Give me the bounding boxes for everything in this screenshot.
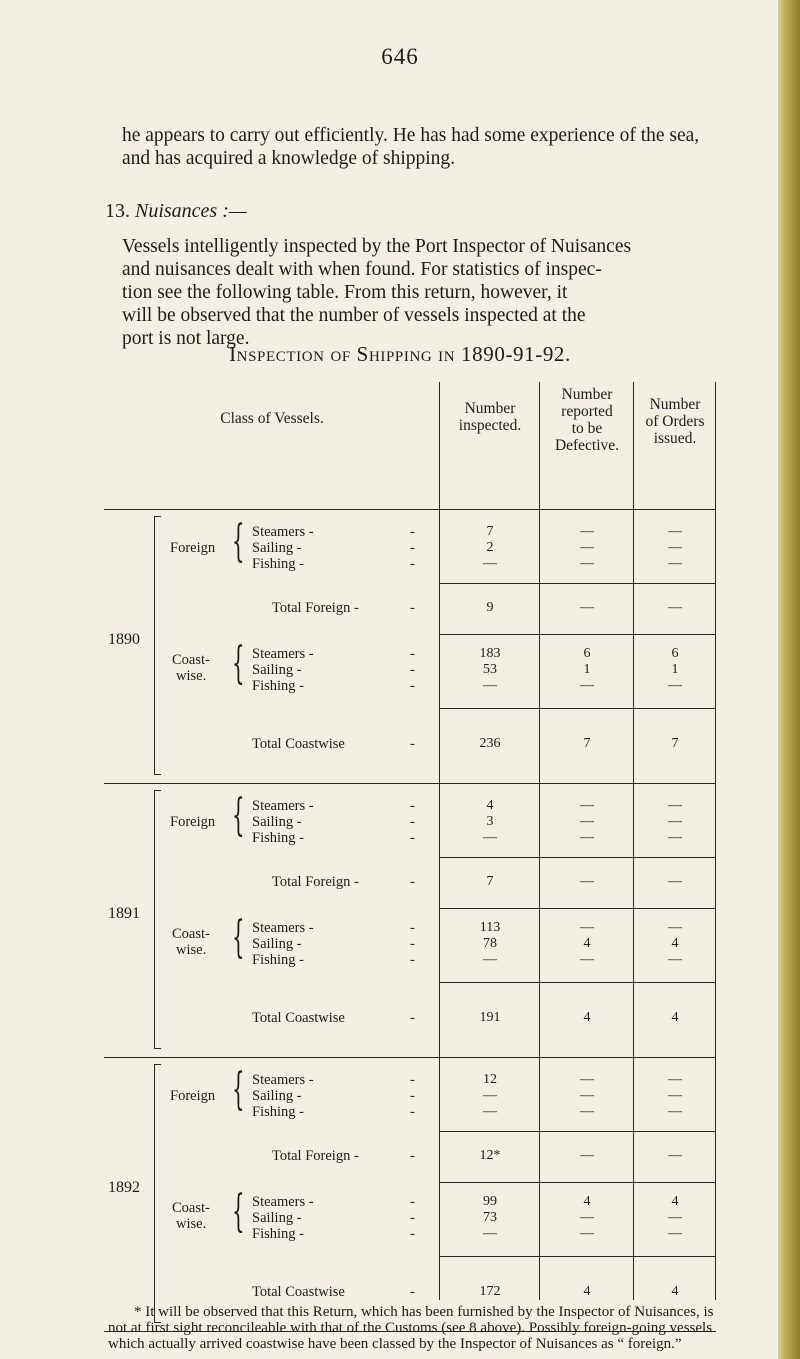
row-rule bbox=[440, 982, 716, 983]
coastwise-steamers-inspected: 113 bbox=[479, 920, 501, 935]
section-title: Nuisances :— bbox=[135, 200, 247, 222]
total-coastwise-orders: 7 bbox=[671, 736, 679, 751]
foreign-steamers-orders: — bbox=[668, 524, 682, 539]
total-coastwise-inspected: 172 bbox=[479, 1284, 501, 1299]
coastwise-label: wise. bbox=[176, 1216, 207, 1232]
fishing-label: Fishing - bbox=[252, 1226, 304, 1242]
coastwise-fishing-defective: — bbox=[580, 678, 594, 693]
paragraph-line: tion see the following table. From this return, however, it bbox=[122, 282, 568, 303]
total-coastwise-orders: 4 bbox=[671, 1010, 679, 1025]
paragraph-line: Vessels intelligently inspected by the Port Inspector of Nuisances bbox=[122, 236, 632, 257]
coastwise-label: Coast- bbox=[172, 926, 210, 942]
foreign-sailing-orders: — bbox=[668, 814, 682, 829]
row-rule bbox=[440, 908, 716, 909]
foreign-sailing-orders: — bbox=[668, 540, 682, 555]
foreign-sailing-defective: — bbox=[580, 540, 594, 555]
total-foreign-defective: — bbox=[580, 874, 594, 889]
header-defective-line: reported bbox=[561, 403, 613, 420]
steamers-label: Steamers - bbox=[252, 1194, 314, 1210]
fishing-label: Fishing - bbox=[252, 952, 304, 968]
leader-dash: - bbox=[410, 874, 415, 890]
coastwise-sailing-inspected: 53 bbox=[483, 662, 497, 677]
header-defective-line: Defective. bbox=[554, 437, 620, 454]
leader-dash: - bbox=[410, 1010, 415, 1026]
foreign-fishing-inspected: — bbox=[483, 830, 497, 845]
total-foreign-label: Total Foreign - bbox=[272, 1148, 359, 1164]
coastwise-sailing-orders: — bbox=[668, 1210, 682, 1225]
header-inspected-line: Number bbox=[464, 400, 516, 417]
total-foreign-label: Total Foreign - bbox=[272, 600, 359, 616]
foreign-fishing-defective: — bbox=[580, 830, 594, 845]
header-orders-line: of Orders bbox=[645, 413, 705, 430]
foreign-sailing-inspected: 2 bbox=[486, 540, 494, 555]
fishing-label: Fishing - bbox=[252, 678, 304, 694]
coastwise-steamers-defective: — bbox=[580, 920, 594, 935]
leader-dash: - bbox=[410, 814, 415, 830]
coastwise-fishing-orders: — bbox=[668, 1226, 682, 1241]
coastwise-fishing-inspected: — bbox=[483, 678, 497, 693]
total-coastwise-label: Total Coastwise bbox=[252, 1284, 345, 1300]
row-rule bbox=[440, 1131, 716, 1132]
year-label: 1890 bbox=[108, 631, 140, 648]
coastwise-sailing-orders: 4 bbox=[671, 936, 679, 951]
total-foreign-defective: — bbox=[580, 1148, 594, 1163]
foreign-fishing-orders: — bbox=[668, 556, 682, 571]
leader-dash: - bbox=[410, 678, 415, 694]
foreign-steamers-orders: — bbox=[668, 798, 682, 813]
foreign-brace: { bbox=[232, 790, 245, 841]
coastwise-steamers-orders: — bbox=[668, 920, 682, 935]
coastwise-brace: { bbox=[232, 1186, 245, 1237]
coastwise-label: wise. bbox=[176, 942, 207, 958]
foreign-steamers-orders: — bbox=[668, 1072, 682, 1087]
coastwise-steamers-inspected: 183 bbox=[479, 646, 501, 661]
total-foreign-orders: — bbox=[668, 600, 682, 615]
total-coastwise-defective: 7 bbox=[583, 736, 591, 751]
header-defective bbox=[540, 386, 634, 454]
coastwise-label: Coast- bbox=[172, 1200, 210, 1216]
total-foreign-inspected: 9 bbox=[486, 600, 494, 615]
leader-dash: - bbox=[410, 1226, 415, 1242]
leader-dash: - bbox=[410, 736, 415, 752]
total-foreign-defective: — bbox=[580, 600, 594, 615]
steamers-label: Steamers - bbox=[252, 524, 314, 540]
section-number: 13. bbox=[105, 200, 130, 222]
row-rule bbox=[440, 857, 716, 858]
leader-dash: - bbox=[410, 662, 415, 678]
coastwise-fishing-defective: — bbox=[580, 1226, 594, 1241]
leader-dash: - bbox=[410, 1284, 415, 1300]
sailing-label: Sailing - bbox=[252, 540, 302, 556]
foreign-steamers-defective: — bbox=[580, 798, 594, 813]
leader-dash: - bbox=[410, 524, 415, 540]
foreign-sailing-defective: — bbox=[580, 814, 594, 829]
sailing-label: Sailing - bbox=[252, 662, 302, 678]
foreign-steamers-inspected: 7 bbox=[486, 524, 494, 539]
sailing-label: Sailing - bbox=[252, 936, 302, 952]
inspection-table bbox=[104, 382, 716, 1300]
leader-dash: - bbox=[410, 830, 415, 846]
total-foreign-label: Total Foreign - bbox=[272, 874, 359, 890]
table-title: Inspection of Shipping in 1890-91-92. bbox=[229, 342, 571, 366]
foreign-steamers-defective: — bbox=[580, 524, 594, 539]
paragraph-nuisances bbox=[122, 235, 734, 350]
coastwise-sailing-inspected: 78 bbox=[483, 936, 497, 951]
total-coastwise-label: Total Coastwise bbox=[252, 1010, 345, 1026]
total-coastwise-label: Total Coastwise bbox=[252, 736, 345, 752]
header-defective-line: to be bbox=[571, 420, 603, 437]
steamers-label: Steamers - bbox=[252, 920, 314, 936]
year-brace-top bbox=[154, 1064, 161, 1071]
coastwise-brace: { bbox=[232, 912, 245, 963]
coastwise-fishing-inspected: — bbox=[483, 952, 497, 967]
year-brace-top bbox=[154, 516, 161, 523]
foreign-sailing-inspected: — bbox=[483, 1088, 497, 1103]
leader-dash: - bbox=[410, 798, 415, 814]
foreign-sailing-orders: — bbox=[668, 1088, 682, 1103]
year-brace bbox=[154, 790, 155, 1048]
block-rule bbox=[104, 783, 716, 784]
leader-dash: - bbox=[410, 936, 415, 952]
sailing-label: Sailing - bbox=[252, 1210, 302, 1226]
total-coastwise-inspected: 191 bbox=[479, 1010, 501, 1025]
total-foreign-orders: — bbox=[668, 874, 682, 889]
row-rule bbox=[440, 583, 716, 584]
row-rule bbox=[440, 1182, 716, 1183]
coastwise-sailing-defective: 4 bbox=[583, 936, 591, 951]
total-coastwise-orders: 4 bbox=[671, 1284, 679, 1299]
year-brace bbox=[154, 516, 155, 774]
coastwise-fishing-inspected: — bbox=[483, 1226, 497, 1241]
header-rule bbox=[104, 509, 716, 510]
coastwise-sailing-inspected: 73 bbox=[483, 1210, 497, 1225]
row-rule bbox=[440, 708, 716, 709]
foreign-label: Foreign bbox=[170, 540, 216, 556]
leader-dash: - bbox=[410, 556, 415, 572]
sailing-label: Sailing - bbox=[252, 814, 302, 830]
foreign-steamers-inspected: 12 bbox=[483, 1072, 497, 1087]
fishing-label: Fishing - bbox=[252, 830, 304, 846]
coastwise-steamers-orders: 4 bbox=[671, 1194, 679, 1209]
foreign-fishing-inspected: — bbox=[483, 556, 497, 571]
leader-dash: - bbox=[410, 540, 415, 556]
coastwise-steamers-defective: 6 bbox=[583, 646, 591, 661]
paragraph-inspector: he appears to carry out efficiently. He has had some experience of the sea, and has acquired a knowledge of shipping. bbox=[122, 125, 700, 169]
foreign-fishing-defective: — bbox=[580, 1104, 594, 1119]
block-rule bbox=[104, 1057, 716, 1058]
foreign-steamers-defective: — bbox=[580, 1072, 594, 1087]
year-brace-top bbox=[154, 790, 161, 797]
total-foreign-inspected: 12* bbox=[479, 1148, 501, 1163]
foreign-fishing-inspected: — bbox=[483, 1104, 497, 1119]
coastwise-fishing-defective: — bbox=[580, 952, 594, 967]
foreign-fishing-defective: — bbox=[580, 556, 594, 571]
row-rule bbox=[440, 634, 716, 635]
foreign-sailing-defective: — bbox=[580, 1088, 594, 1103]
leader-dash: - bbox=[410, 646, 415, 662]
section-heading bbox=[105, 200, 247, 223]
header-defective-line: Number bbox=[561, 386, 613, 403]
paragraph-line: and nuisances dealt with when found. For statistics of inspec- bbox=[122, 259, 602, 280]
foreign-fishing-orders: — bbox=[668, 1104, 682, 1119]
foreign-brace: { bbox=[232, 1064, 245, 1115]
year-label: 1892 bbox=[108, 1179, 140, 1196]
year-brace-bottom bbox=[154, 768, 161, 775]
foreign-label: Foreign bbox=[170, 1088, 216, 1104]
leader-dash: - bbox=[410, 1072, 415, 1088]
year-brace bbox=[154, 1064, 155, 1322]
total-foreign-orders: — bbox=[668, 1148, 682, 1163]
foreign-sailing-inspected: 3 bbox=[486, 814, 494, 829]
coastwise-steamers-inspected: 99 bbox=[483, 1194, 497, 1209]
header-inspected-line: inspected. bbox=[458, 417, 522, 434]
coastwise-sailing-defective: 1 bbox=[583, 662, 591, 677]
steamers-label: Steamers - bbox=[252, 646, 314, 662]
paragraph-line: port is not large. bbox=[122, 328, 250, 349]
total-foreign-inspected: 7 bbox=[486, 874, 494, 889]
leader-dash: - bbox=[410, 1088, 415, 1104]
leader-dash: - bbox=[410, 952, 415, 968]
steamers-label: Steamers - bbox=[252, 798, 314, 814]
foreign-steamers-inspected: 4 bbox=[486, 798, 494, 813]
foreign-brace: { bbox=[232, 516, 245, 567]
coastwise-label: Coast- bbox=[172, 652, 210, 668]
coastwise-label: wise. bbox=[176, 668, 207, 684]
header-orders-line: Number bbox=[649, 396, 701, 413]
leader-dash: - bbox=[410, 600, 415, 616]
leader-dash: - bbox=[410, 1194, 415, 1210]
fishing-label: Fishing - bbox=[252, 1104, 304, 1120]
sailing-label: Sailing - bbox=[252, 1088, 302, 1104]
header-orders bbox=[634, 396, 716, 447]
row-rule bbox=[440, 1256, 716, 1257]
foreign-label: Foreign bbox=[170, 814, 216, 830]
header-inspected bbox=[440, 400, 540, 434]
coastwise-fishing-orders: — bbox=[668, 952, 682, 967]
total-coastwise-defective: 4 bbox=[583, 1284, 591, 1299]
coastwise-brace: { bbox=[232, 638, 245, 689]
year-label: 1891 bbox=[108, 905, 140, 922]
foreign-fishing-orders: — bbox=[668, 830, 682, 845]
page-number: 646 bbox=[381, 44, 419, 69]
coastwise-fishing-orders: — bbox=[668, 678, 682, 693]
coastwise-sailing-orders: 1 bbox=[671, 662, 679, 677]
header-class: Class of Vessels. bbox=[220, 410, 324, 427]
page-edge-binding bbox=[778, 0, 800, 1359]
leader-dash: - bbox=[410, 920, 415, 936]
coastwise-steamers-defective: 4 bbox=[583, 1194, 591, 1209]
steamers-label: Steamers - bbox=[252, 1072, 314, 1088]
header-orders-line: issued. bbox=[653, 430, 697, 447]
coastwise-steamers-orders: 6 bbox=[671, 646, 679, 661]
paragraph-line: will be observed that the number of vessels inspected at the bbox=[122, 305, 586, 326]
total-coastwise-defective: 4 bbox=[583, 1010, 591, 1025]
leader-dash: - bbox=[410, 1210, 415, 1226]
coastwise-sailing-defective: — bbox=[580, 1210, 594, 1225]
leader-dash: - bbox=[410, 1104, 415, 1120]
footnote: * It will be observed that this Return, which has been furnished by the Inspector of Nuisances, is not at first sight reconcileable with that of the Customs (see 8 above). Possibly foreign-going vessels which actually arrived coastwise have been classed by the Inspector of Nuisances as “ foreign.” bbox=[108, 1304, 714, 1352]
fishing-label: Fishing - bbox=[252, 556, 304, 572]
total-coastwise-inspected: 236 bbox=[479, 736, 501, 751]
leader-dash: - bbox=[410, 1148, 415, 1164]
year-brace-bottom bbox=[154, 1042, 161, 1049]
